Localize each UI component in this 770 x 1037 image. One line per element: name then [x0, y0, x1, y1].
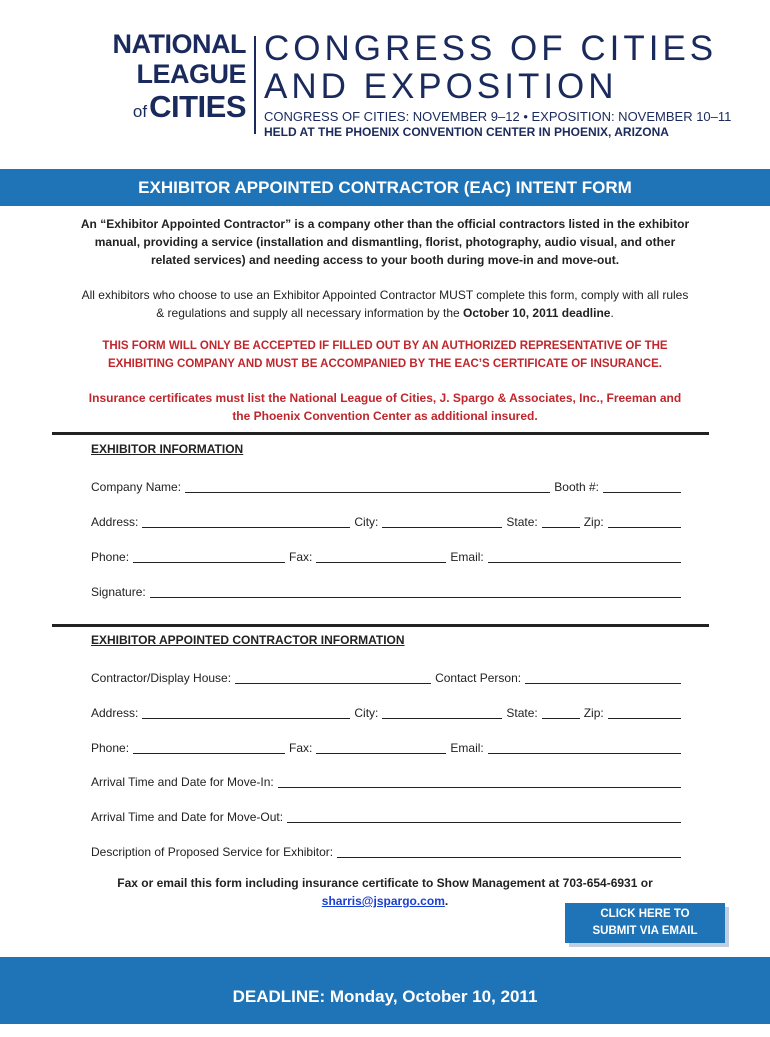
contractor-phone-row — [91, 737, 681, 755]
email-link[interactable]: sharris@jspargo.com — [321, 894, 445, 908]
eac-definition: An “Exhibitor Appointed Contractor” is a company other than the official contractors listed in the exhibitor manual, providing a service (installation and dismantling, florist, photography, audio visual, and other related services) and needing access to your booth during move-in and move-out. — [80, 217, 690, 267]
signature-label: Signature: — [91, 585, 146, 599]
email-label: Email: — [450, 550, 484, 564]
submit-button-line1: CLICK HERE TO — [600, 908, 690, 920]
exhibitor-section-heading: EXHIBITOR INFORMATION — [91, 442, 244, 456]
section-divider — [52, 624, 709, 627]
company-name-field[interactable] — [185, 480, 550, 493]
move-in-field[interactable] — [278, 775, 681, 788]
event-name-line1: CONGRESS OF CITIES — [264, 29, 718, 68]
contractor-address-label: Address: — [91, 706, 139, 720]
deadline-banner: DEADLINE: Monday, October 10, 2011 — [0, 957, 770, 1024]
contractor-house-row — [91, 667, 681, 685]
contact-person-field[interactable] — [525, 671, 681, 684]
event-logo — [74, 29, 732, 140]
fax-label: Fax: — [289, 550, 313, 564]
submit-button-line2: SUBMIT VIA EMAIL — [592, 925, 698, 937]
logo-of: of — [132, 102, 148, 121]
booth-label: Booth #: — [554, 480, 599, 494]
contractor-address-row — [91, 702, 681, 720]
zip-label: Zip: — [583, 515, 604, 529]
contractor-phone-field[interactable] — [133, 741, 285, 754]
phone-field[interactable] — [133, 550, 285, 563]
company-row — [91, 476, 681, 494]
display-house-label: Contractor/Display House: — [91, 671, 232, 685]
contractor-zip-field[interactable] — [608, 706, 681, 719]
signature-field[interactable] — [150, 585, 681, 598]
address-row — [91, 511, 681, 529]
move-out-field[interactable] — [287, 810, 681, 823]
contractor-address-field[interactable] — [142, 706, 350, 719]
requirement-body: All exhibitors who choose to use an Exhibitor Appointed Contractor MUST complete this form, comply with all rules & regulations and supply all necessary information by the — [81, 288, 689, 320]
logo-line-national: NATIONAL — [112, 29, 246, 59]
requirement-end: . — [610, 306, 614, 320]
logo-cities: CITIES — [149, 89, 246, 124]
event-venue: HELD AT THE PHOENIX CONVENTION CENTER IN PHOENIX, ARIZONA — [264, 125, 669, 139]
address-label: Address: — [91, 515, 139, 529]
contact-person-label: Contact Person: — [435, 671, 522, 685]
phone-label: Phone: — [91, 550, 130, 564]
fax-field[interactable] — [316, 550, 446, 563]
nlc-logo — [74, 30, 246, 130]
address-field[interactable] — [142, 515, 350, 528]
contractor-city-label: City: — [354, 706, 379, 720]
contractor-email-label: Email: — [450, 741, 484, 755]
company-name-label: Company Name: — [91, 480, 182, 494]
move-out-row — [91, 806, 681, 824]
booth-field[interactable] — [603, 480, 681, 493]
email-link-end: . — [444, 894, 449, 908]
contractor-section-heading: EXHIBITOR APPOINTED CONTRACTOR INFORMATION — [91, 633, 405, 647]
email-field[interactable] — [488, 550, 681, 563]
contractor-state-field[interactable] — [542, 706, 580, 719]
section-divider — [52, 432, 709, 435]
contractor-phone-label: Phone: — [91, 741, 130, 755]
state-field[interactable] — [542, 515, 580, 528]
phone-row — [91, 546, 681, 564]
submit-via-email-button[interactable] — [565, 903, 725, 943]
zip-field[interactable] — [608, 515, 681, 528]
requirement-text — [80, 286, 690, 322]
requirement-deadline: October 10, 2011 deadline — [463, 306, 611, 320]
contractor-zip-label: Zip: — [583, 706, 604, 720]
contractor-fax-field[interactable] — [316, 741, 446, 754]
state-label: State: — [506, 515, 538, 529]
service-label: Description of Proposed Service for Exhibitor: — [91, 845, 334, 859]
contractor-state-label: State: — [506, 706, 538, 720]
form-title: EXHIBITOR APPOINTED CONTRACTOR (EAC) INTENT FORM — [0, 169, 770, 206]
service-field[interactable] — [337, 845, 681, 858]
fax-instructions: Fax or email this form including insurance certificate to Show Management at 703-654-6931 or — [117, 876, 653, 890]
city-label: City: — [354, 515, 379, 529]
contractor-fax-label: Fax: — [289, 741, 313, 755]
authorization-warning: THIS FORM WILL ONLY BE ACCEPTED IF FILLED OUT BY AN AUTHORIZED REPRESENTATIVE OF THE EXHIBITING COMPANY AND MUST BE ACCOMPANIED BY THE EAC’S CERTIFICATE OF INSURANCE. — [102, 340, 668, 370]
logo-line-league: LEAGUE — [136, 59, 246, 89]
event-name-line2: AND EXPOSITION — [264, 67, 618, 106]
move-out-label: Arrival Time and Date for Move-Out: — [91, 810, 284, 824]
event-dates: CONGRESS OF CITIES: NOVEMBER 9–12 • EXPOSITION: NOVEMBER 10–11 — [264, 109, 732, 124]
event-name — [264, 30, 731, 140]
logo-divider — [254, 36, 256, 134]
display-house-field[interactable] — [235, 671, 431, 684]
move-in-label: Arrival Time and Date for Move-In: — [91, 775, 274, 789]
move-in-row — [91, 771, 681, 789]
city-field[interactable] — [382, 515, 502, 528]
service-row — [91, 841, 681, 859]
signature-row — [91, 581, 681, 599]
contractor-city-field[interactable] — [382, 706, 502, 719]
contractor-email-field[interactable] — [488, 741, 681, 754]
insurance-notice: Insurance certificates must list the National League of Cities, J. Spargo & Associates, Inc., Freeman and the Phoenix Convention Center as additional insured. — [88, 391, 682, 423]
